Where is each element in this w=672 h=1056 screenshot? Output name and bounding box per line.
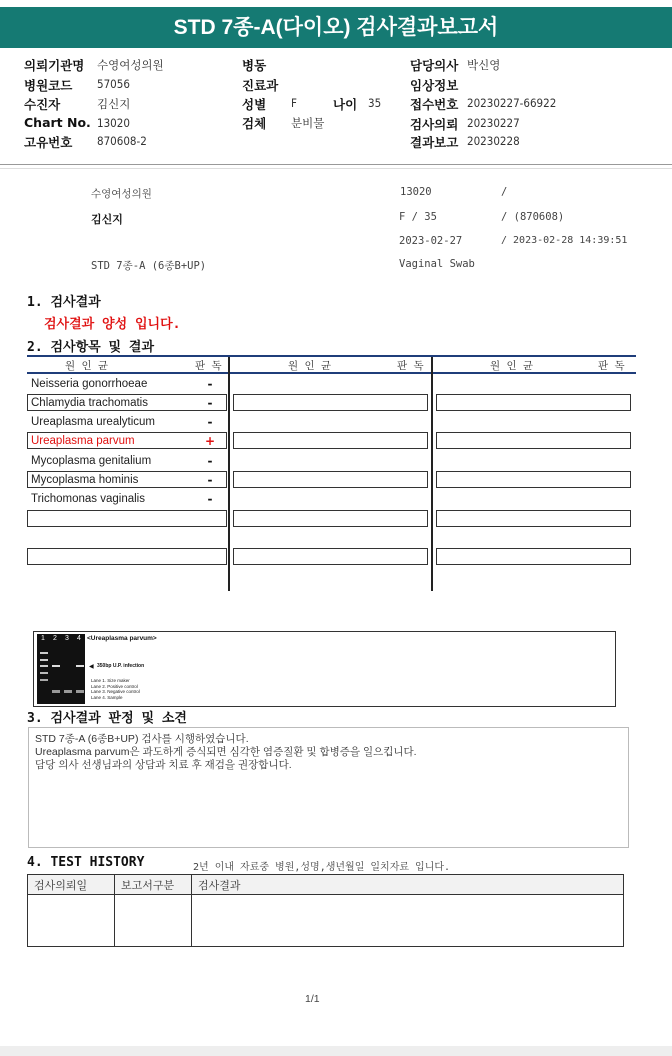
comment-line: 담당 의사 선생님과의 상담과 치료 후 재검을 권장합니다. [35,759,292,771]
table-row [436,394,631,411]
pathogen-name: Trichomonas vaginalis [31,493,145,505]
pathogen-result: - [207,473,213,487]
table-row [27,510,227,527]
summary-id: / (870608) [501,211,565,223]
history-note: 2년 이내 자료중 병원,성명,생년월일 일치자료 입니다. [193,862,451,873]
table-row [436,510,631,527]
history-col-request-date: 검사의뢰일 [28,875,115,895]
gel-legend [91,678,140,700]
history-col-report-type: 보고서구분 [115,875,192,895]
section-1-heading: 1. 검사결과 [27,295,101,310]
section-3-heading: 3. 검사결과 판정 및 소견 [27,711,187,726]
table-row [436,432,631,449]
pathogen-name: Mycoplasma genitalium [31,455,152,467]
gel-band [40,659,48,661]
table-row [233,471,428,488]
column-divider [431,357,433,591]
table-row [233,394,428,411]
gel-legend-item: Lane 3. Negative control [91,689,140,694]
gel-band [40,665,48,667]
col-header-pathogen: 원 인 균 [490,360,534,372]
gel-band-label: 350bp U.P. infection [97,663,145,669]
pathogen-name-positive: Ureaplasma parvum [31,435,135,447]
gel-legend-item: Lane 1. Size maker [91,678,130,683]
table-cell [192,895,624,947]
label-department: 진료과 [242,78,279,93]
gel-band [52,690,60,693]
pathogen-name: Ureaplasma urealyticum [31,416,155,428]
table-cell [28,895,115,947]
value-report-date: 20230228 [467,134,520,148]
value-sex: F [291,96,297,110]
gel-title: <Ureaplasma parvum> [87,635,157,642]
pathogen-name: Neisseria gonorrhoeae [31,378,148,390]
summary-test: STD 7종-A (6종B+UP) [91,260,207,272]
table-cell [115,895,192,947]
gel-band [76,690,84,693]
summary-slash: / [501,186,508,198]
col-header-pathogen: 원 인 균 [288,360,332,372]
lane-number: 1 [41,635,45,642]
label-age: 나이 [333,97,358,112]
label-hospital: 의뢰기관명 [24,58,85,73]
gel-legend-item: Lane 4. Sample [91,694,123,700]
gel-band [76,665,84,667]
lane-number: 2 [53,635,57,642]
gel-panel [33,631,616,707]
table-row [27,548,227,565]
arrow-left-icon: ◀ [89,663,94,670]
pathogen-name: Chlamydia trachomatis [31,397,148,409]
divider [0,164,672,165]
value-specimen: 분비물 [291,116,325,130]
label-unique-no: 고유번호 [24,135,73,150]
table-top-rule [27,355,636,357]
value-receipt-no: 20230227-66922 [467,96,557,110]
gel-legend-item: Lane 2. Positive control [91,683,138,689]
positive-result-text: 검사결과 양성 입니다. [44,317,181,332]
col-header-result: 판 독 [598,360,625,372]
label-doctor: 담당의사 [410,58,459,73]
table-row [436,471,631,488]
label-hospital-code: 병원코드 [24,78,73,93]
table-row [233,432,428,449]
value-patient: 김신지 [97,97,131,111]
table-row [233,548,428,565]
column-divider [228,357,230,591]
value-chart-no: 13020 [97,116,130,130]
label-receipt-no: 접수번호 [410,97,459,112]
lane-number: 3 [65,635,69,642]
pathogen-result: - [207,492,213,506]
pathogen-result: - [207,377,213,391]
label-chart-no: Chart No. [24,115,91,130]
label-report-date: 결과보고 [410,135,459,150]
lane-number: 4 [77,635,81,642]
table-header-row [28,875,624,895]
summary-received: 2023-02-27 [399,235,463,247]
comment-line: Ureaplasma parvum은 과도하게 증식되면 심각한 염증질환 및 합병증을 일으킵니다. [35,746,417,758]
page-number: 1/1 [305,993,320,1005]
summary-sex-age: F / 35 [399,211,437,223]
table-row [28,895,624,947]
divider [0,168,672,169]
page-bottom-strip [0,1046,672,1056]
label-request-date: 검사의뢰 [410,117,459,132]
comment-line: STD 7종-A (6종B+UP) 검사를 시행하였습니다. [35,733,249,745]
history-col-result: 검사결과 [192,875,624,895]
value-hospital: 수영여성의원 [97,58,164,72]
gel-band [52,665,60,667]
label-sex: 성별 [242,97,267,112]
summary-specimen: Vaginal Swab [399,258,475,270]
section-2-heading: 2. 검사항목 및 결과 [27,340,155,355]
summary-patient: 김신지 [91,213,123,226]
table-row [233,510,428,527]
report-title: STD 7종-A(다이오) 검사결과보고서 [0,7,672,48]
gel-image [37,634,85,704]
summary-hospital: 수영여성의원 [91,188,152,200]
pathogen-result-positive: + [204,434,216,448]
col-header-pathogen: 원 인 균 [65,360,109,372]
col-header-result: 판 독 [397,360,424,372]
col-header-result: 판 독 [195,360,222,372]
value-age: 35 [368,96,382,110]
history-table [27,874,624,947]
value-doctor: 박신영 [467,58,501,72]
pathogen-name: Mycoplasma hominis [31,474,139,486]
section-4-heading: 4. TEST HISTORY [27,855,145,870]
table-header-rule [27,372,636,374]
label-clinical-info: 임상정보 [410,78,459,93]
value-request-date: 20230227 [467,116,520,130]
gel-band [40,672,48,674]
summary-chart-no: 13020 [400,186,432,198]
label-patient: 수진자 [24,97,61,112]
table-row [436,548,631,565]
gel-band [40,652,48,654]
value-hospital-code: 57056 [97,77,130,91]
label-ward: 병동 [242,58,267,73]
pathogen-result: - [207,415,213,429]
summary-reported: / 2023-02-28 14:39:51 [501,235,628,246]
value-unique-no: 870608-2 [97,134,147,148]
pathogen-result: - [207,396,213,410]
label-specimen: 검체 [242,116,267,131]
gel-band [64,690,72,693]
gel-band [40,679,48,681]
pathogen-result: - [207,454,213,468]
